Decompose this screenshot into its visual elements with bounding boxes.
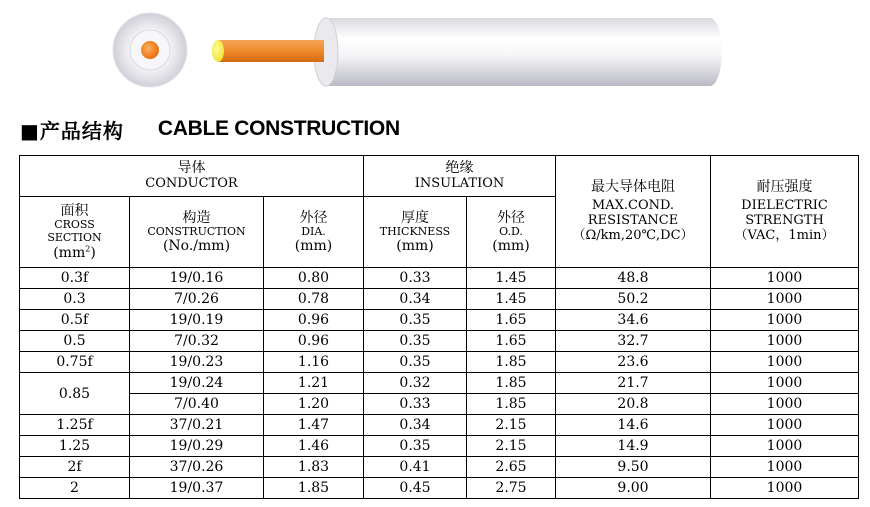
heading-en: CABLE CONSTRUCTION [157, 117, 400, 140]
cell-resistance: 32.7 [556, 331, 711, 352]
cell-od: 1.65 [467, 310, 556, 331]
cell-dia: 1.47 [264, 415, 364, 436]
conductor-dia-header: 外径 DIA. (mm) [264, 197, 364, 268]
cell-od: 2.75 [467, 478, 556, 499]
cell-construction: 19/0.37 [130, 478, 264, 499]
cell-construction: 37/0.26 [130, 457, 264, 478]
cell-section: 0.3f [20, 268, 130, 289]
cell-thickness: 0.33 [364, 268, 467, 289]
resistance-header: 最大导体电阻 MAX.COND. RESISTANCE （Ω/km,20℃,DC） [556, 156, 711, 268]
cell-resistance: 21.7 [556, 373, 711, 394]
cell-dielectric: 1000 [711, 436, 859, 457]
conductor-header: 导体 CONDUCTOR [20, 156, 364, 197]
core-conductor [141, 41, 159, 59]
cell-dia: 1.20 [264, 394, 364, 415]
cell-construction: 19/0.24 [130, 373, 264, 394]
construction-header: 构造 CONSTRUCTION (No./mm) [130, 197, 264, 268]
core-tip [212, 40, 224, 62]
cell-dielectric: 1000 [711, 352, 859, 373]
table-row [20, 436, 859, 457]
cable-spec-table [19, 155, 859, 499]
cell-resistance: 9.50 [556, 457, 711, 478]
cell-dia: 0.96 [264, 310, 364, 331]
cell-dia: 1.46 [264, 436, 364, 457]
cell-dielectric: 1000 [711, 331, 859, 352]
cell-dia: 0.96 [264, 331, 364, 352]
cable-illustration [0, 0, 870, 110]
cell-construction: 7/0.32 [130, 331, 264, 352]
table-row [20, 478, 859, 499]
table-row [20, 415, 859, 436]
exposed-core [218, 40, 324, 62]
cell-resistance: 50.2 [556, 289, 711, 310]
cell-dielectric: 1000 [711, 457, 859, 478]
insulation-header: 绝缘 INSULATION [364, 156, 556, 197]
cell-construction: 19/0.29 [130, 436, 264, 457]
cell-dielectric: 1000 [711, 373, 859, 394]
table-row [20, 373, 859, 394]
cell-thickness: 0.33 [364, 394, 467, 415]
cell-dielectric: 1000 [711, 289, 859, 310]
cell-section: 2f [20, 457, 130, 478]
cell-resistance: 14.6 [556, 415, 711, 436]
cell-thickness: 0.34 [364, 415, 467, 436]
cell-dia: 0.78 [264, 289, 364, 310]
heading-zh: ■产品结构 [20, 118, 124, 143]
cell-section: 0.3 [20, 289, 130, 310]
section-heading [20, 115, 400, 143]
cell-od: 1.65 [467, 331, 556, 352]
cell-section: 0.5 [20, 331, 130, 352]
cell-od: 1.85 [467, 352, 556, 373]
cell-dielectric: 1000 [711, 268, 859, 289]
cell-dielectric: 1000 [711, 394, 859, 415]
table-body [20, 268, 859, 499]
cell-dia: 1.21 [264, 373, 364, 394]
cell-thickness: 0.35 [364, 331, 467, 352]
cell-resistance: 14.9 [556, 436, 711, 457]
cross-section-header: 面积 CROSS SECTION $(mm^2)$ [20, 197, 130, 268]
cell-od: 2.15 [467, 415, 556, 436]
cell-od: 1.85 [467, 373, 556, 394]
cell-dielectric: 1000 [711, 310, 859, 331]
cell-od: 1.45 [467, 289, 556, 310]
od-header: 外径 O.D. (mm) [467, 197, 556, 268]
cable-cross-section [113, 13, 187, 87]
cell-od: 1.45 [467, 268, 556, 289]
dielectric-header: 耐压强度 DIELECTRIC STRENGTH （VAC，1min） [711, 156, 859, 268]
cell-thickness: 0.35 [364, 352, 467, 373]
cell-thickness: 0.35 [364, 310, 467, 331]
cell-section: 1.25 [20, 436, 130, 457]
cell-thickness: 0.45 [364, 478, 467, 499]
table-row [20, 310, 859, 331]
cell-construction: 19/0.19 [130, 310, 264, 331]
table-row [20, 352, 859, 373]
cell-thickness: 0.41 [364, 457, 467, 478]
cell-dielectric: 1000 [711, 415, 859, 436]
cell-od: 2.15 [467, 436, 556, 457]
cell-resistance: 48.8 [556, 268, 711, 289]
cable-side-view [212, 18, 722, 86]
cell-thickness: 0.35 [364, 436, 467, 457]
cell-section: 0.85 [20, 373, 130, 415]
table-row [20, 331, 859, 352]
cell-resistance: 23.6 [556, 352, 711, 373]
cell-construction: 37/0.21 [130, 415, 264, 436]
cell-dia: 1.83 [264, 457, 364, 478]
cell-section: 2 [20, 478, 130, 499]
table-row [20, 289, 859, 310]
cell-construction: 7/0.40 [130, 394, 264, 415]
table-row [20, 268, 859, 289]
cell-dia: 1.16 [264, 352, 364, 373]
cell-construction: 19/0.23 [130, 352, 264, 373]
cell-section: 0.75f [20, 352, 130, 373]
cell-section: 0.5f [20, 310, 130, 331]
cell-resistance: 20.8 [556, 394, 711, 415]
heading-square-icon: ■ [20, 118, 40, 143]
cell-od: 2.65 [467, 457, 556, 478]
cell-resistance: 34.6 [556, 310, 711, 331]
table-row [20, 457, 859, 478]
cell-thickness: 0.32 [364, 373, 467, 394]
cell-section: 1.25f [20, 415, 130, 436]
cell-od: 1.85 [467, 394, 556, 415]
cell-dia: 1.85 [264, 478, 364, 499]
thickness-header: 厚度 THICKNESS (mm) [364, 197, 467, 268]
cell-thickness: 0.34 [364, 289, 467, 310]
cell-construction: 19/0.16 [130, 268, 264, 289]
cell-construction: 7/0.26 [130, 289, 264, 310]
cell-dielectric: 1000 [711, 478, 859, 499]
cell-resistance: 9.00 [556, 478, 711, 499]
cell-dia: 0.80 [264, 268, 364, 289]
table-row [20, 394, 859, 415]
